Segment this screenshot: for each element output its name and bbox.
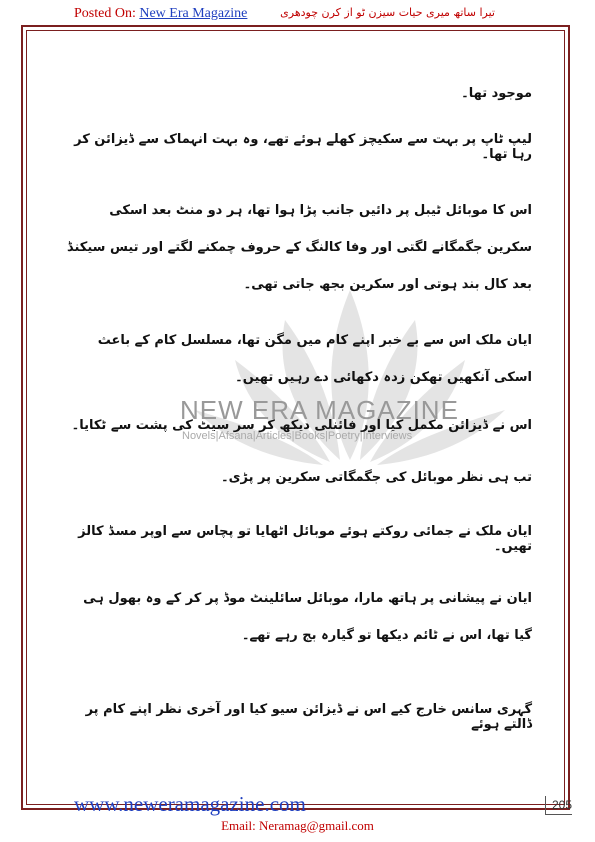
paragraph: ایان ملک نے جمائی روکتے ہوئے موبائل اٹھایا تو پچاس سے اوپر مسڈ کالز تھیں۔: [78, 524, 532, 554]
watermark-subtitle: Novels|Afsana|Articles|Books|Poetry|Interviews: [182, 430, 413, 442]
watermark-title: NEW ERA MAGAZINE: [180, 395, 459, 425]
paragraph: لیپ ٹاپ پر بہت سے سکیچز کھلے ہوئے تھے، وہ بہت انہماک سے ڈیزائن کر رہا تھا۔: [74, 132, 532, 162]
paragraph: گہری سانس خارج کیے اس نے ڈیزائن سیو کیا اور آخری نظر اپنے کام پر ڈالتے ہوئے: [85, 702, 532, 732]
paragraph: تب ہی نظر موبائل کی جگمگاتی سکرین پر پڑی۔: [220, 470, 532, 485]
contact-email: Email: Neramag@gmail.com: [221, 818, 374, 833]
paragraph: ایان نے پیشانی پر ہاتھ مارا، موبائل سائلینٹ موڈ پر کر کے وہ بھول ہی گیا تھا، اس نے ٹائم دیکھا تو گیارہ بج رہے تھے۔: [83, 591, 532, 643]
posted-on: [74, 6, 247, 22]
magazine-link[interactable]: New Era Magazine: [139, 6, 248, 21]
paragraph: اس کا موبائل ٹیبل پر دائیں جانب پڑا ہوا تھا، ہر دو منٹ بعد اسکی سکرین جگمگانے لگتی اور وفا کالنگ کے حروف چمکنے لگتے اور تیس سیکنڈ بعد کال بند ہوتی اور سکرین بجھ جاتی تھی۔: [66, 203, 532, 292]
page-number: 205: [545, 796, 572, 815]
posted-label: Posted On:: [74, 6, 136, 21]
paragraph: موجود تھا۔: [461, 86, 532, 101]
website-link[interactable]: www.neweramagazine.com: [74, 792, 306, 816]
book-title: تیرا ساتھ میری حیات سیزن ٹو از کرن چودھری: [280, 6, 495, 19]
paragraph: اس نے ڈیزائن مکمل کیا اور فائنلی دیکھ کر سر سیٹ کی پشت سے ٹکایا۔: [71, 418, 532, 433]
page-header: [0, 4, 595, 26]
paragraph: ایان ملک اس سے بے خبر اپنے کام میں مگن تھا، مسلسل کام کے باعث اسکی آنکھیں تھکن زدہ دکھائی دے رہیں تھیں۔: [97, 333, 532, 385]
